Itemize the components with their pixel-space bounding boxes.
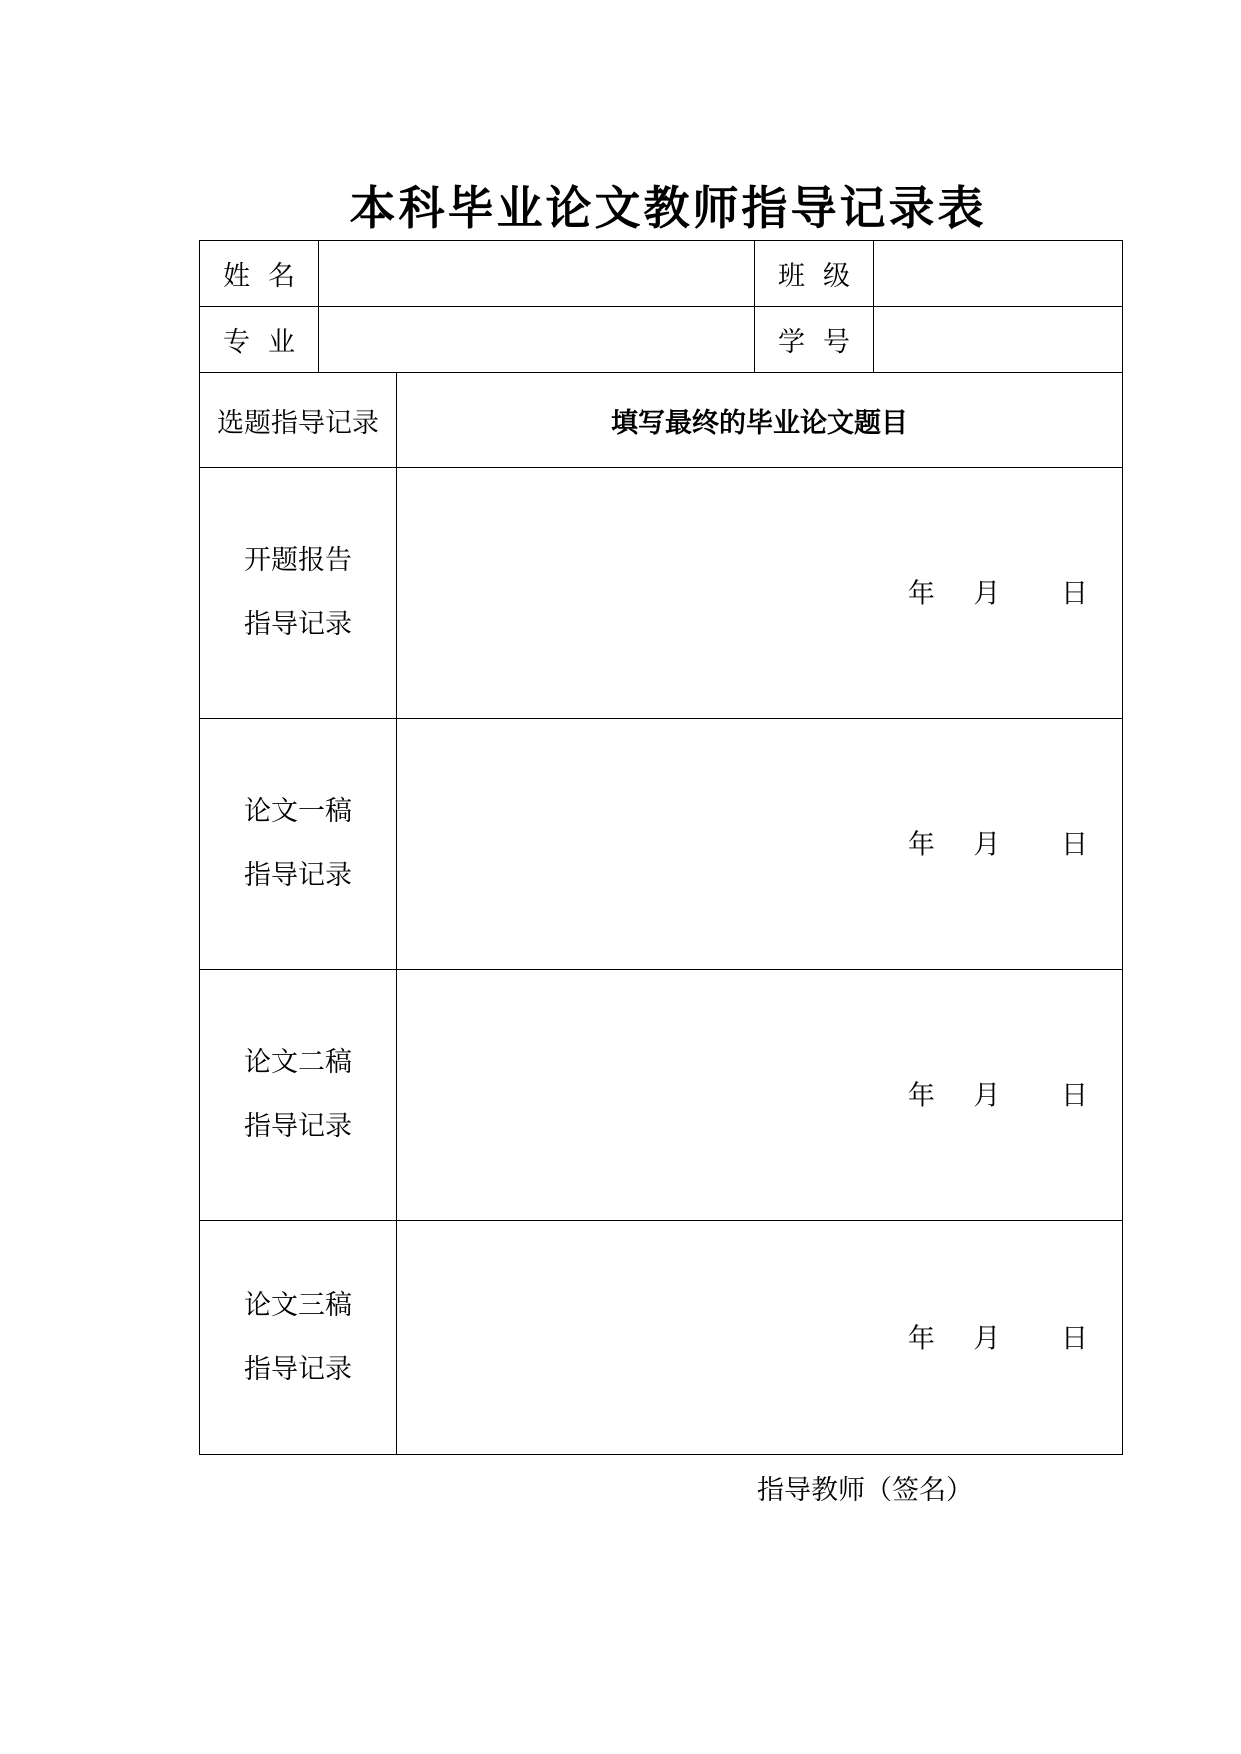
date-year-label: 年 [907,1080,935,1112]
name-label: 姓名 [223,261,313,292]
name-class-row [200,241,1123,307]
section-row-draft-2 [200,970,1123,1221]
name-label-cell [200,241,319,307]
section-record-field[interactable] [397,1221,1123,1455]
topic-label: 选题指导记录 [200,373,397,468]
date-line [908,572,1088,611]
section-label-line1: 论文三稿 [244,1289,352,1321]
date-year-label: 年 [907,829,935,861]
major-label-cell [200,307,319,373]
topic-row [200,373,1123,468]
date-day-label: 日 [1061,578,1088,610]
section-label-line2: 指导记录 [244,609,352,640]
topic-title-field[interactable]: 填写最终的毕业论文题目 [397,373,1123,468]
date-line [908,1316,1088,1355]
student-id-field[interactable] [874,307,1123,373]
section-record-field[interactable] [397,468,1123,719]
section-record-field[interactable] [397,719,1123,970]
section-label [200,468,397,719]
guidance-record-table [199,240,1123,1455]
major-field[interactable] [319,307,755,373]
student-id-label-cell [755,307,874,373]
section-label [200,1221,397,1455]
section-label-line1: 开题报告 [244,545,352,576]
section-label-line2: 指导记录 [244,1353,352,1385]
date-month-label: 月 [973,1323,1001,1355]
class-label: 班级 [778,261,868,292]
section-label [200,719,397,970]
major-label: 专业 [223,327,313,358]
page-title: 本科毕业论文教师指导记录表 [349,181,987,235]
major-id-row [200,307,1123,373]
date-year-label: 年 [907,578,935,610]
date-month-label: 月 [973,829,1001,861]
section-row-opening-report [200,468,1123,719]
student-id-label: 学号 [778,327,868,358]
date-month-label: 月 [973,1080,1001,1112]
name-field[interactable] [319,241,755,307]
section-label [200,970,397,1221]
date-month-label: 月 [973,578,1001,610]
date-line [908,1074,1088,1113]
date-day-label: 日 [1061,1080,1088,1112]
date-year-label: 年 [907,1323,935,1355]
class-field[interactable] [874,241,1123,307]
section-label-line1: 论文一稿 [244,796,352,827]
date-line [908,823,1088,862]
section-label-line2: 指导记录 [244,1111,352,1142]
section-label-line1: 论文二稿 [244,1047,352,1078]
section-row-draft-3 [200,1221,1123,1455]
section-row-draft-1 [200,719,1123,970]
date-day-label: 日 [1061,1323,1088,1355]
date-day-label: 日 [1061,829,1088,861]
section-record-field[interactable] [397,970,1123,1221]
class-label-cell [755,241,874,307]
supervisor-signature-label: 指导教师（签名） [757,1475,973,1506]
section-label-line2: 指导记录 [244,860,352,891]
